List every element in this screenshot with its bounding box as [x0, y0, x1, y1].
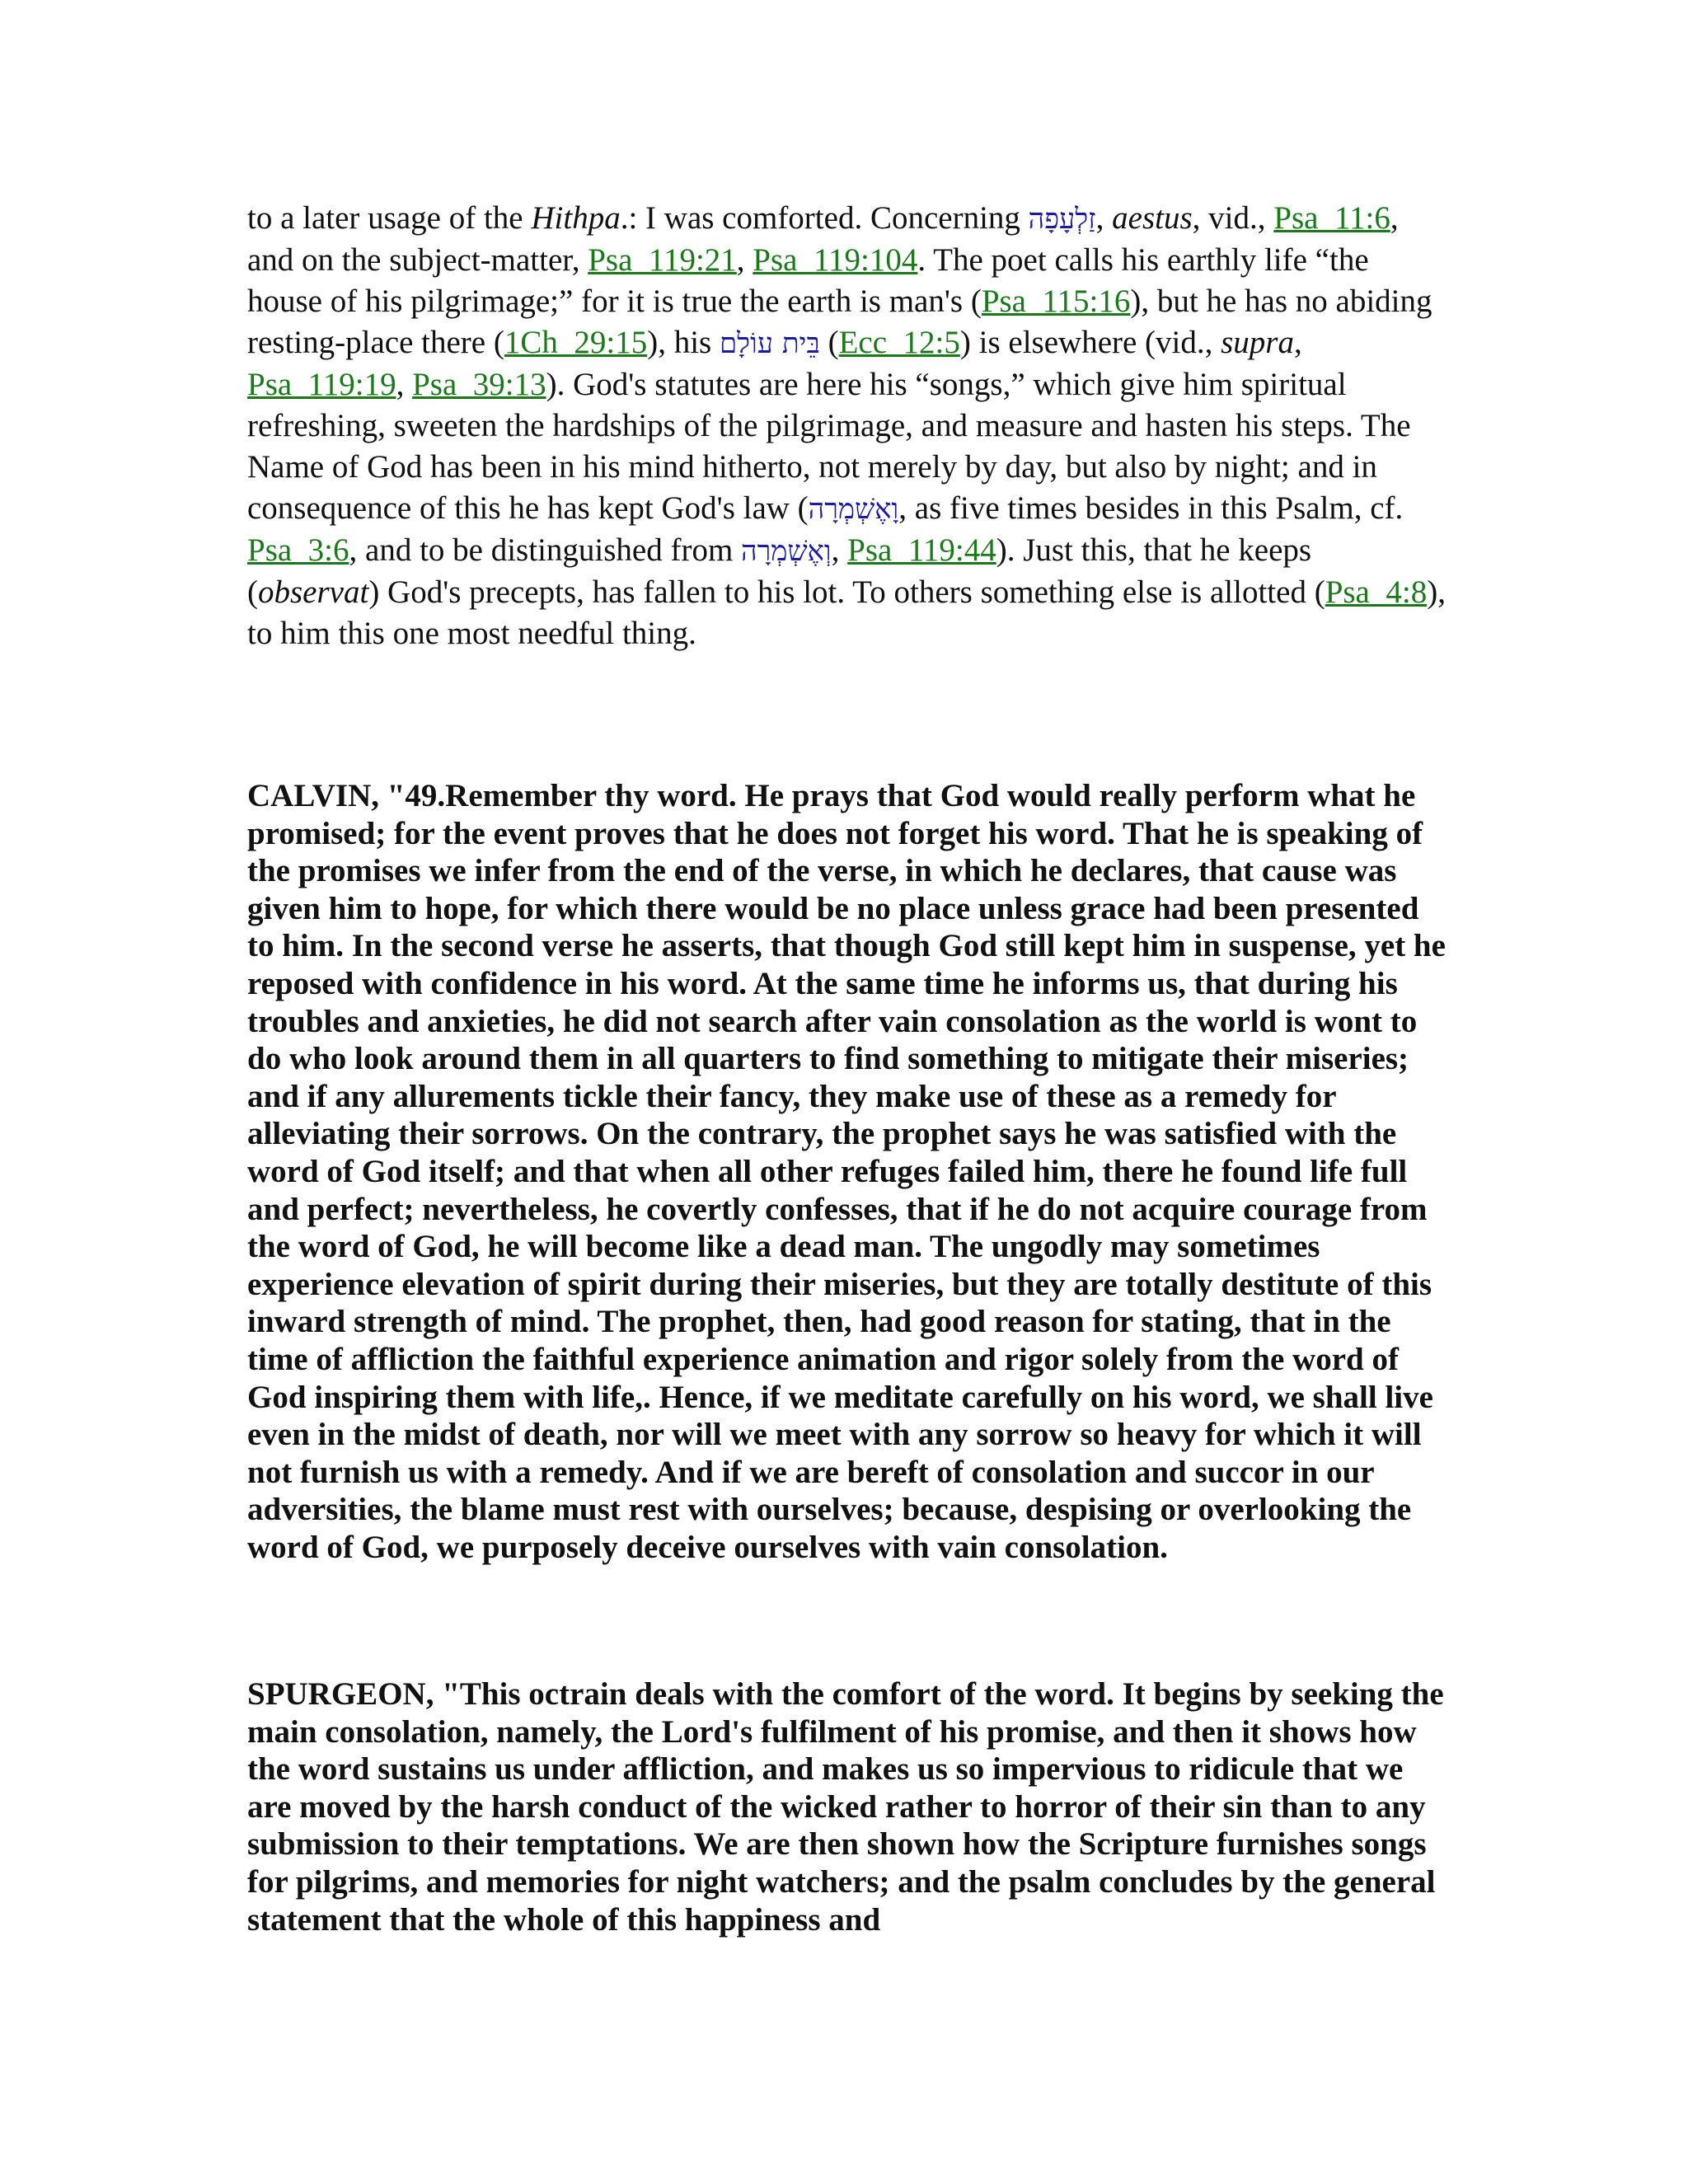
text-run: .: I was comforted. Concerning: [620, 200, 1029, 236]
spurgeon-commentary-paragraph: SPURGEON, "This octrain deals with the comfort of the word. It begins by seeking the main consolation, namely, the Lord's fulfilment of his promise, and then it shows how the word sustains us under affliction, and makes us so impervious to ridicule that we are moved by the harsh conduct of the wicked rather to horror of their sin than to any submission to their temptations. We are then shown how the Scripture furnishes songs for pilgrims, and memories for night watchers; and the psalm concludes by the general statement that the whole of this happiness and: [247, 1676, 1444, 1938]
scripture-reference-link[interactable]: Ecc_12:5: [838, 325, 960, 360]
scripture-reference-link[interactable]: Psa_4:8: [1325, 574, 1428, 610]
text-run: . The poet calls his earthly life “the house of his pilgrimage;” for it is true the earth is man's (: [247, 242, 1369, 319]
text-run: ). Just this, that he keeps (: [247, 532, 1312, 610]
text-run: , as five times besides in this Psalm, cf.: [898, 490, 1404, 526]
text-run: (: [819, 325, 839, 360]
text-run: ) God's precepts, has fallen to his lot. To others something else is allotted (: [368, 574, 1325, 610]
delitzsch-commentary-paragraph: [247, 198, 1451, 654]
text-run: ,: [396, 367, 413, 402]
text-run: to a later usage of the: [247, 200, 532, 236]
text-run: ,: [831, 532, 848, 568]
text-run: , and to be distinguished from: [349, 532, 742, 568]
scripture-reference-link[interactable]: Psa_3:6: [247, 532, 349, 568]
italic-term: aestus: [1112, 200, 1193, 236]
calvin-commentary-paragraph: CALVIN, "49.Remember thy word. He prays that God would really perform what he promised; for the event proves that he does not forget his word. That he is speaking of the promises we infer from the end of the verse, in which he declares, that cause was given him to hope, for which there would be no place unless grace had been presented to him. In the second verse he asserts, that though God still kept him in suspense, yet he reposed with confidence in his word. At the same time he informs us, that during his troubles and anxieties, he did not search after vain consolation as the world is wont to do who look around them in all quarters to find something to mitigate their miseries; and if any allurements tickle their fancy, they make use of these as a remedy for alleviating their sorrows. On the contrary, the prophet says he was satisfied with the word of God itself; and that when all other refuges failed him, there he found life full and perfect; nevertheless, he covertly confesses, that if he do not acquire courage from the word of God, he will become like a dead man. The ungodly may sometimes experience elevation of spirit during their miseries, but they are totally destitute of this inward strength of mind. The prophet, then, had good reason for stating, that in the time of affliction the faithful experience animation and rigor solely from the word of God inspiring them with life,. Hence, if we meditate carefully on his word, we shall live even in the midst of death, nor will we meet with any sorrow so heavy for which it will not furnish us with a remedy. And if we are bereft of consolation and succor in our adversities, the blame must rest with ourselves; because, despising or overlooking the word of God, we purposely deceive ourselves with vain consolation.: [247, 778, 1446, 1565]
hebrew-word: וְאֶשְׁמְרָה: [741, 535, 832, 568]
scripture-reference-link[interactable]: Psa_119:19: [247, 367, 396, 402]
scripture-reference-link[interactable]: Psa_119:44: [847, 532, 996, 568]
text-run: ). God's statutes are here his “songs,” which give him spiritual refreshing, sweeten the hardships of the pilgrimage, and measure and hasten his steps. The Name of God has been in his mind hitherto, not merely by day, but also by night; and in consequence of this he has kept God's law (: [247, 367, 1411, 526]
scripture-reference-link[interactable]: Psa_11:6: [1273, 200, 1390, 236]
scripture-reference-link[interactable]: Psa_39:13: [412, 367, 546, 402]
scripture-reference-link[interactable]: 1Ch_29:15: [504, 325, 648, 360]
scripture-reference-link[interactable]: Psa_119:21: [588, 242, 737, 278]
text-run: ,: [736, 242, 753, 278]
italic-term: supra: [1221, 325, 1294, 360]
text-run: ), his: [647, 325, 720, 360]
scripture-reference-link[interactable]: Psa_115:16: [981, 284, 1131, 319]
italic-term: Hithpa: [531, 200, 621, 236]
text-run: ), to him this one most needful thing.: [247, 574, 1446, 651]
scripture-reference-link[interactable]: Psa_119:104: [753, 242, 918, 278]
hebrew-word: וָאֶשְׁמְרָה: [808, 493, 899, 526]
text-run: , vid.,: [1192, 200, 1274, 236]
hebrew-word: בֵּית עוֹלָם: [719, 327, 820, 360]
hebrew-word: זַלְעָפָה: [1028, 203, 1096, 236]
text-run: ,: [1293, 325, 1302, 360]
text-run: ) is elsewhere (vid.,: [959, 325, 1221, 360]
text-run: ), but he has no abiding resting-place there (: [247, 284, 1432, 360]
text-run: ,: [1095, 200, 1113, 236]
italic-term: observat: [258, 574, 369, 610]
text-run: , and on the subject-matter,: [247, 200, 1399, 278]
